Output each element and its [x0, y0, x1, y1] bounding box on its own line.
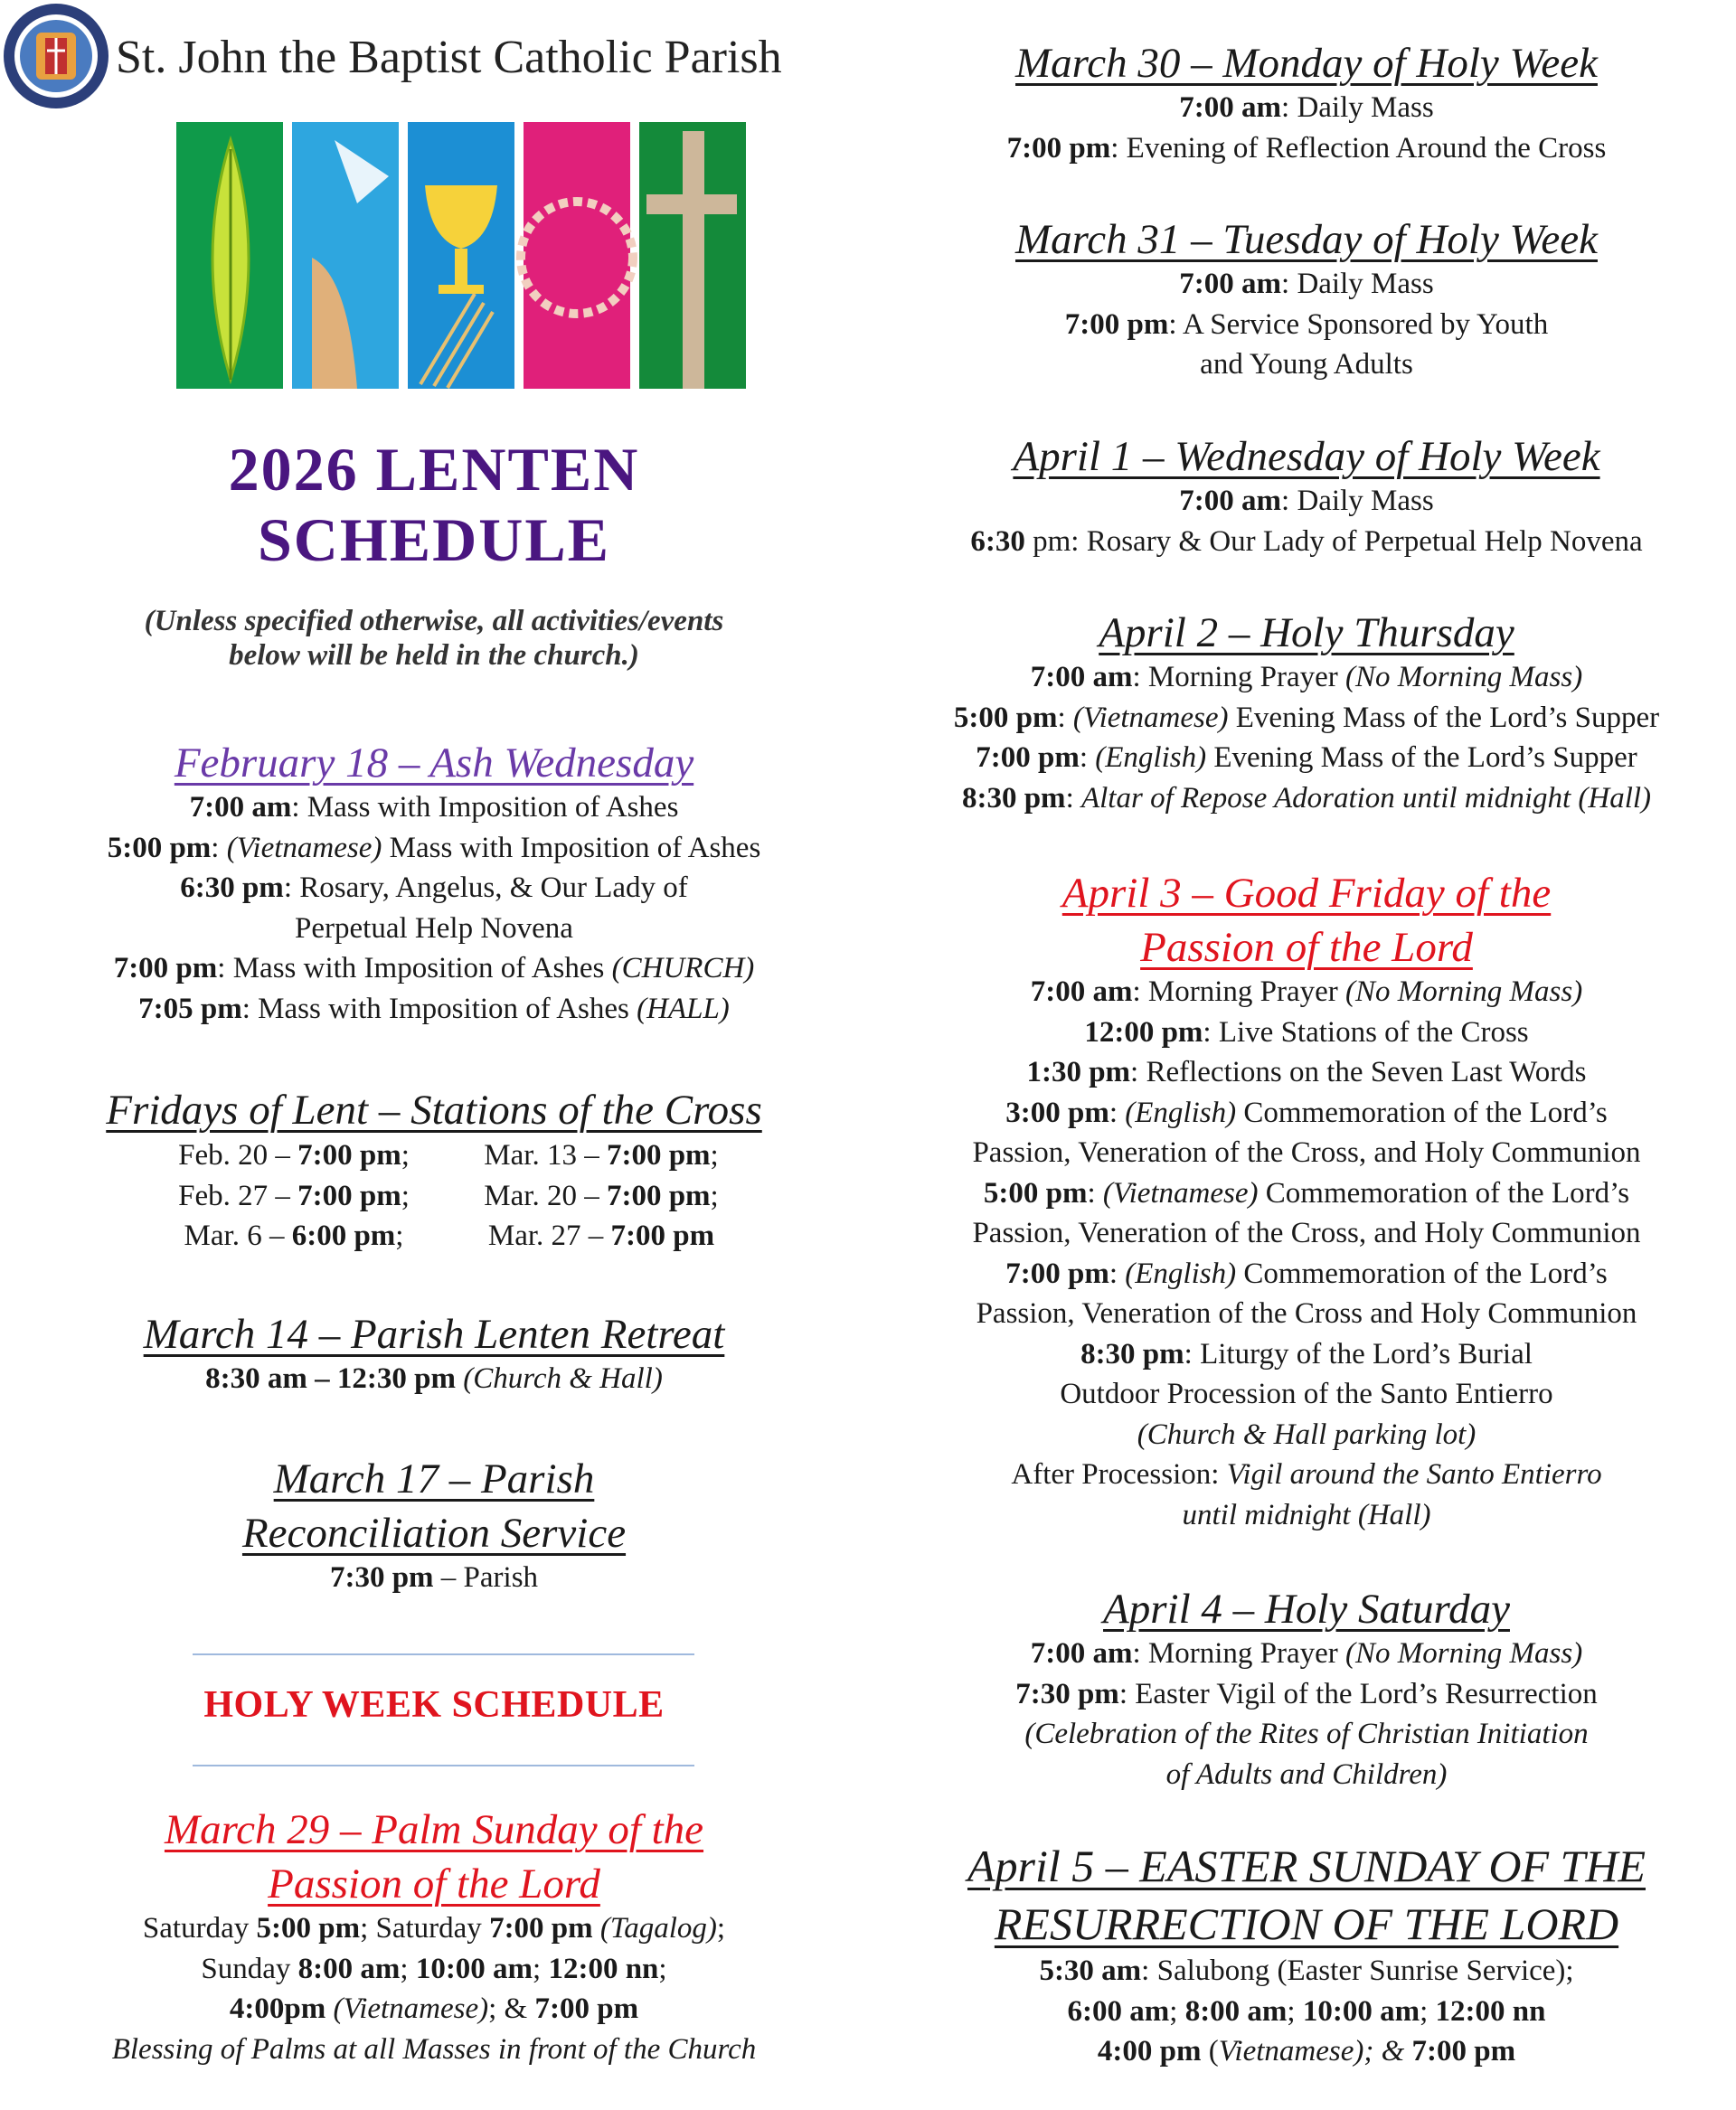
list-item: Mar. 20 – 7:00 pm;	[484, 1179, 719, 1212]
schedule-line: 5:00 pm: (Vietnamese) Commemoration of the Lord’s	[983, 1176, 1630, 1210]
reconciliation-section	[0, 1452, 868, 1598]
schedule-line: 7:00 am: Morning Prayer (No Morning Mass)	[1030, 1637, 1583, 1670]
retreat-section	[0, 1307, 868, 1399]
schedule-line: 7:30 pm – Parish	[329, 1561, 539, 1594]
schedule-line: (Church & Hall parking lot)	[1137, 1418, 1477, 1451]
tuesday-holy-week-section	[886, 212, 1727, 385]
list-item: Mar. 13 – 7:00 pm;	[484, 1139, 719, 1172]
section-heading: April 4 – Holy Saturday	[1103, 1586, 1510, 1633]
schedule-line: 7:05 pm: Mass with Imposition of Ashes (HALL)	[138, 992, 730, 1025]
schedule-line: 7:30 pm: Easter Vigil of the Lord’s Resurrection	[1015, 1677, 1598, 1710]
schedule-line: 8:30 pm: Altar of Repose Adoration until midnight (Hall)	[961, 781, 1652, 815]
section-heading: March 14 – Parish Lenten Retreat	[143, 1311, 725, 1358]
schedule-line: 8:30 pm: Liturgy of the Lord’s Burial	[1080, 1337, 1533, 1371]
fridays-col-1	[145, 1135, 443, 1257]
good-friday-section	[886, 866, 1727, 1535]
schedule-line: 7:00 am: Morning Prayer (No Morning Mass)	[1030, 661, 1583, 693]
schedule-line: 5:30 am: Salubong (Easter Sunrise Service);	[1039, 1955, 1574, 1987]
section-heading: March 29 – Palm Sunday of the	[164, 1806, 704, 1853]
section-heading: March 17 – Parish	[273, 1455, 595, 1502]
schedule-line: Sunday 8:00 am; 10:00 am; 12:00 nn;	[201, 1952, 667, 1985]
ash-wednesday-section	[0, 736, 868, 1029]
wednesday-holy-week-section	[886, 429, 1727, 561]
section-heading: Fridays of Lent – Stations of the Cross	[106, 1087, 762, 1134]
schedule-line: Outdoor Procession of the Santo Entierro	[1060, 1378, 1553, 1410]
schedule-line: After Procession: Vigil around the Santo Entierro	[1011, 1458, 1602, 1491]
schedule-line: Passion, Veneration of the Cross, and Holy Communion	[972, 1217, 1641, 1249]
section-heading: Passion of the Lord	[268, 1860, 600, 1907]
holy-saturday-section	[886, 1582, 1727, 1794]
schedule-line: Perpetual Help Novena	[295, 911, 573, 945]
schedule-line: 7:00 pm: Mass with Imposition of Ashes (CHURCH)	[113, 952, 755, 984]
schedule-line: 6:30 pm: Rosary & Our Lady of Perpetual Help Novena	[970, 524, 1643, 558]
list-item: Mar. 27 – 7:00 pm	[487, 1220, 715, 1252]
schedule-line: (Celebration of the Rites of Christian Initiation	[1024, 1718, 1589, 1750]
schedule-line: 12:00 pm: Live Stations of the Cross	[1084, 1015, 1529, 1049]
monday-holy-week-section	[886, 36, 1727, 168]
schedule-line: 7:00 am: Daily Mass	[1179, 485, 1434, 517]
schedule-line: of Adults and Children)	[1165, 1757, 1448, 1791]
schedule-line: 7:00 pm: A Service Sponsored by Youth	[1064, 307, 1549, 341]
schedule-line: 4:00pm (Vietnamese); & 7:00 pm	[229, 1992, 639, 2025]
list-item: Feb. 20 – 7:00 pm;	[178, 1139, 410, 1172]
holy-thursday-section	[886, 606, 1727, 818]
schedule-line: Passion, Veneration of the Cross and Holy Communion	[976, 1297, 1637, 1330]
schedule-line: 7:00 am: Daily Mass	[1179, 268, 1434, 300]
parish-seal-icon	[2, 2, 110, 110]
schedule-line: until midnight (Hall)	[1182, 1498, 1431, 1531]
schedule-line: 7:00 am: Daily Mass	[1179, 91, 1434, 124]
schedule-line: 5:00 pm: (Vietnamese) Evening Mass of the Lord’s Supper	[953, 701, 1660, 734]
location-note: (Unless specified otherwise, all activities/events below will be held in the church.)	[144, 605, 724, 672]
schedule-line: 7:00 pm: (English) Evening Mass of the Lord’s Supper	[976, 741, 1637, 774]
schedule-line: 4:00 pm (Vietnamese); & 7:00 pm	[1097, 2035, 1516, 2068]
section-heading: April 1 – Wednesday of Holy Week	[1013, 433, 1600, 480]
schedule-line: 7:00 pm: (English) Commemoration of the Lord’s	[1005, 1257, 1608, 1290]
section-heading: Reconciliation Service	[241, 1510, 627, 1557]
schedule-line: 7:00 pm: Evening of Reflection Around the Cross	[1006, 131, 1607, 165]
section-heading: RESURRECTION OF THE LORD	[994, 1898, 1619, 1949]
schedule-line: 6:30 pm: Rosary, Angelus, & Our Lady of	[180, 871, 688, 904]
schedule-line: and Young Adults	[1200, 348, 1413, 381]
schedule-line: Blessing of Palms at all Masses in front of the Church	[111, 2032, 757, 2066]
palm-sunday-section	[0, 1803, 868, 2069]
page-title: 2026 LENTEN SCHEDULE	[228, 435, 640, 574]
section-heading: April 5 – EASTER SUNDAY OF THE	[967, 1841, 1646, 1891]
schedule-line: 7:00 am: Mass with Imposition of Ashes	[189, 791, 679, 824]
schedule-line: 3:00 pm: (English) Commemoration of the Lord’s	[1005, 1096, 1608, 1129]
easter-sunday-section	[886, 1837, 1727, 2072]
schedule-line: Saturday 5:00 pm; Saturday 7:00 pm (Tagalog);	[142, 1912, 726, 1945]
section-heading: March 30 – Monday of Holy Week	[1015, 40, 1598, 87]
divider	[193, 1765, 694, 1766]
list-item: Mar. 6 – 6:00 pm;	[184, 1220, 404, 1252]
schedule-line: 1:30 pm: Reflections on the Seven Last Words	[1026, 1056, 1587, 1088]
section-heading: March 31 – Tuesday of Holy Week	[1015, 216, 1598, 263]
schedule-line: 5:00 pm: (Vietnamese) Mass with Imposition of Ashes	[107, 831, 761, 864]
section-heading: April 2 – Holy Thursday	[1099, 609, 1514, 656]
section-heading: April 3 – Good Friday of the	[1061, 870, 1552, 917]
parish-name: St. John the Baptist Catholic Parish	[116, 32, 782, 83]
section-heading: Passion of the Lord	[1140, 924, 1473, 971]
fridays-col-2	[452, 1135, 750, 1257]
schedule-line: 8:30 am – 12:30 pm (Church & Hall)	[205, 1362, 663, 1395]
section-heading: February 18 – Ash Wednesday	[174, 739, 694, 787]
schedule-line: 7:00 am: Morning Prayer (No Morning Mass)	[1030, 975, 1583, 1008]
divider	[193, 1653, 694, 1655]
lent-banner-art	[176, 122, 746, 389]
fridays-section	[0, 1083, 868, 1137]
schedule-line: Passion, Veneration of the Cross, and Holy Communion	[972, 1136, 1641, 1169]
list-item: Feb. 27 – 7:00 pm;	[178, 1179, 410, 1212]
schedule-line: 6:00 am; 8:00 am; 10:00 am; 12:00 nn	[1067, 1994, 1546, 2028]
holy-week-title: HOLY WEEK SCHEDULE	[203, 1684, 665, 1726]
